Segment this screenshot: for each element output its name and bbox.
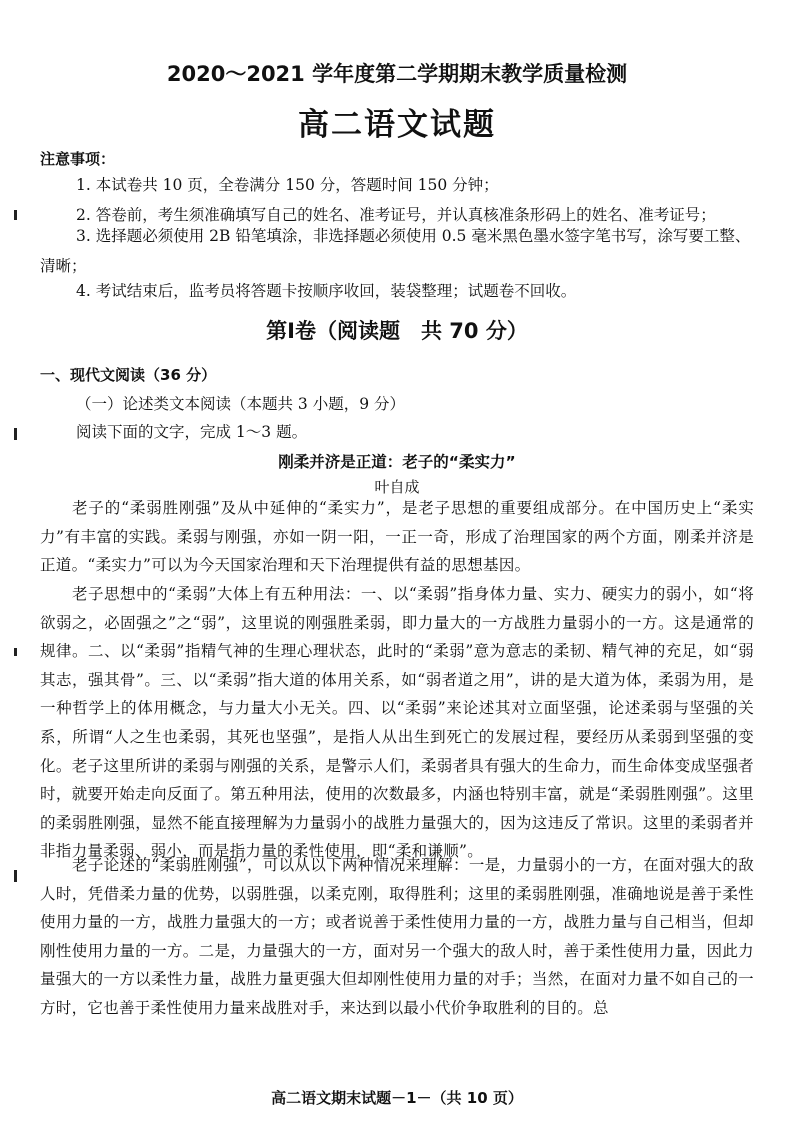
section-title: 一、现代文阅读（36 分） <box>40 366 217 384</box>
article-title: 刚柔并济是正道：老子的“柔实力” <box>278 453 516 471</box>
subsection-title: （一）论述类文本阅读（本题共 3 小题，9 分） <box>76 395 406 413</box>
notice-item: 3. 选择题必须使用 2B 铅笔填涂，非选择题必须使用 0.5 毫米黑色墨水签字笔书写，涂写要工整、清晰； <box>40 227 751 275</box>
notice-item: 4. 考试结束后，监考员将答题卡按顺序收回，装袋整理；试题卷不回收。 <box>76 282 577 300</box>
page-footer: 高二语文期末试题－1－（共 10 页） <box>271 1089 523 1107</box>
binding-margin-mark <box>14 210 17 220</box>
exam-header-title: 2020～2021 学年度第二学期期末教学质量检测 <box>166 62 628 86</box>
article-paragraph: 老子的“柔弱胜刚强”及从中延伸的“柔实力”，是老子思想的重要组成部分。在中国历史上“柔实力”有丰富的实践。柔弱与刚强，亦如一阴一阳，一正一奇，形成了治理国家的两个方面，刚柔并济是正道。“柔实力”可以为今天国家治理和天下治理提供有益的思想基因。 <box>40 499 754 575</box>
article-paragraph: 老子论述的“柔弱胜刚强”，可以从以下两种情况来理解：一是，力量弱小的一方，在面对强大的敌人时，凭借柔力量的优势，以弱胜强，以柔克刚，取得胜利；这里的柔弱胜刚强，准确地说是善于柔性使用力量的一方，战胜力量强大的一方；或者说善于柔性使用力量的一方，战胜力量与自己相当，但却刚性使用力量的一方。二是，力量强大的一方，面对另一个强大的敌人时，善于柔性使用力量，因此力量强大的一方以柔性力量，战胜力量更强大但却刚性使用力量的对手；当然，在面对力量不如自己的一方时，它也善于柔性使用力量来战胜对手，来达到以最小代价争取胜利的目的。总 <box>40 856 754 1017</box>
notice-item: 1. 本试卷共 10 页，全卷满分 150 分，答题时间 150 分钟； <box>76 176 499 194</box>
notice-item: 2. 答卷前，考生须准确填写自己的姓名、准考证号，并认真核准条形码上的姓名、准考证号； <box>76 206 716 224</box>
notice-heading: 注意事项： <box>40 150 116 168</box>
binding-margin-mark <box>14 648 17 656</box>
article-paragraph: 老子思想中的“柔弱”大体上有五种用法：一、以“柔弱”指身体力量、实力、硬实力的弱小，如“将欲弱之，必固强之”之“弱”，这里说的刚强胜柔弱，即力量大的一方战胜力量弱小的一方。这是通常的规律。二、以“柔弱”指精气神的生理心理状态，此时的“柔弱”意为意志的柔韧、精气神的充足，如“弱其志，强其骨”。三、以“柔弱”指大道的体用关系，如“弱者道之用”，讲的是大道为体，柔弱为用，是一种哲学上的体用概念，与力量大小无关。四、以“柔弱”来论述其对立面坚强，论述柔弱与坚强的关系，所谓“人之生也柔弱，其死也坚强”，是指人从出生到死亡的发展过程，要经历从柔弱到坚强的变化。老子这里所讲的柔弱与刚强的关系，是警示人们，柔弱者具有强大的生命力，而生命体变成坚强者时，就要开始走向反面了。第五种用法，使用的次数最多，内涵也特别丰富，就是“柔弱胜刚强”。这里的柔弱胜刚强，显然不能直接理解为力量弱小的战胜力量强大的，因为这违反了常识。这里的柔弱者并非指力量柔弱、弱小，而是指力量的柔性使用，即“柔和谦顺”。 <box>40 585 754 861</box>
article-author: 叶自成 <box>374 478 420 496</box>
exam-subject-title: 高二语文试题 <box>298 107 496 143</box>
binding-margin-mark <box>14 428 17 440</box>
binding-margin-mark <box>14 870 17 882</box>
part-title: 第Ⅰ卷（阅读题 共 70 分） <box>266 319 528 343</box>
reading-instruction: 阅读下面的文字，完成 1～3 题。 <box>76 423 308 441</box>
